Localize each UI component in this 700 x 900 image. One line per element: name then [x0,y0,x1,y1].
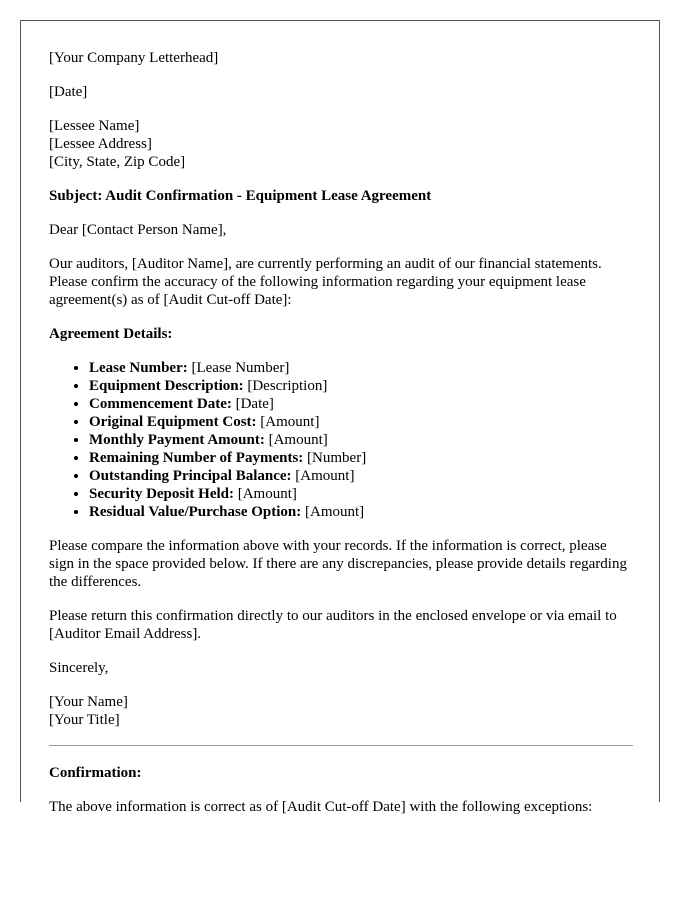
subject-line: Subject: Audit Confirmation - Equipment Lease Agreement [49,188,432,204]
detail-label: Equipment Description: [89,378,244,394]
confirmation-heading: Confirmation: [49,765,142,781]
confirmation-text: The above information is correct as of [Audit Cut-off Date] with the following exceptions: [49,799,593,815]
detail-value: [Amount] [256,414,320,430]
detail-label: Lease Number: [89,360,188,376]
intro-paragraph: Our auditors, [Auditor Name], are currently performing an audit of our financial statements. Please confirm the accuracy of the following information regarding your equipment lease agreement(s) as of [Audit Cut-off Date]: [49,256,602,308]
compare-paragraph: Please compare the information above with your records. If the information is correct, please sign in the space provided below. If there are any discrepancies, please provide details regarding the differences. [49,538,627,590]
letter-body [49,49,633,832]
signature-block [49,693,633,729]
detail-value: [Lease Number] [187,360,290,376]
recipient-block [49,117,633,171]
detail-label: Security Deposit Held: [89,486,234,502]
detail-item-residual-value [89,503,633,521]
detail-value: [Number] [303,450,367,466]
recipient-address: [Lessee Address] [49,136,152,152]
agreement-details-list [49,359,633,521]
detail-value: [Description] [243,378,328,394]
section-divider [49,745,633,746]
return-paragraph: Please return this confirmation directly to our auditors in the enclosed envelope or via email to [Auditor Email Address]. [49,608,617,642]
detail-item-remaining-payments [89,449,633,467]
signature-name: [Your Name] [49,694,128,710]
detail-item-commencement-date [89,395,633,413]
detail-item-original-cost [89,413,633,431]
detail-label: Outstanding Principal Balance: [89,468,292,484]
detail-item-security-deposit [89,485,633,503]
detail-item-monthly-payment [89,431,633,449]
signature-title: [Your Title] [49,712,120,728]
detail-label: Monthly Payment Amount: [89,432,265,448]
detail-value: [Amount] [264,432,328,448]
letter-date: [Date] [49,84,88,100]
letterhead: [Your Company Letterhead] [49,50,219,66]
detail-value: [Amount] [301,504,365,520]
detail-item-lease-number [89,359,633,377]
detail-value: [Date] [231,396,274,412]
recipient-city-state-zip: [City, State, Zip Code] [49,154,186,170]
detail-item-outstanding-balance [89,467,633,485]
detail-item-equipment-description [89,377,633,395]
details-heading: Agreement Details: [49,326,173,342]
detail-value: [Amount] [291,468,355,484]
detail-value: [Amount] [233,486,297,502]
letter-page [20,20,660,815]
detail-label: Residual Value/Purchase Option: [89,504,302,520]
detail-label: Remaining Number of Payments: [89,450,304,466]
detail-label: Original Equipment Cost: [89,414,257,430]
detail-label: Commencement Date: [89,396,232,412]
salutation: Dear [Contact Person Name], [49,222,227,238]
recipient-name: [Lessee Name] [49,118,140,134]
closing: Sincerely, [49,660,109,676]
